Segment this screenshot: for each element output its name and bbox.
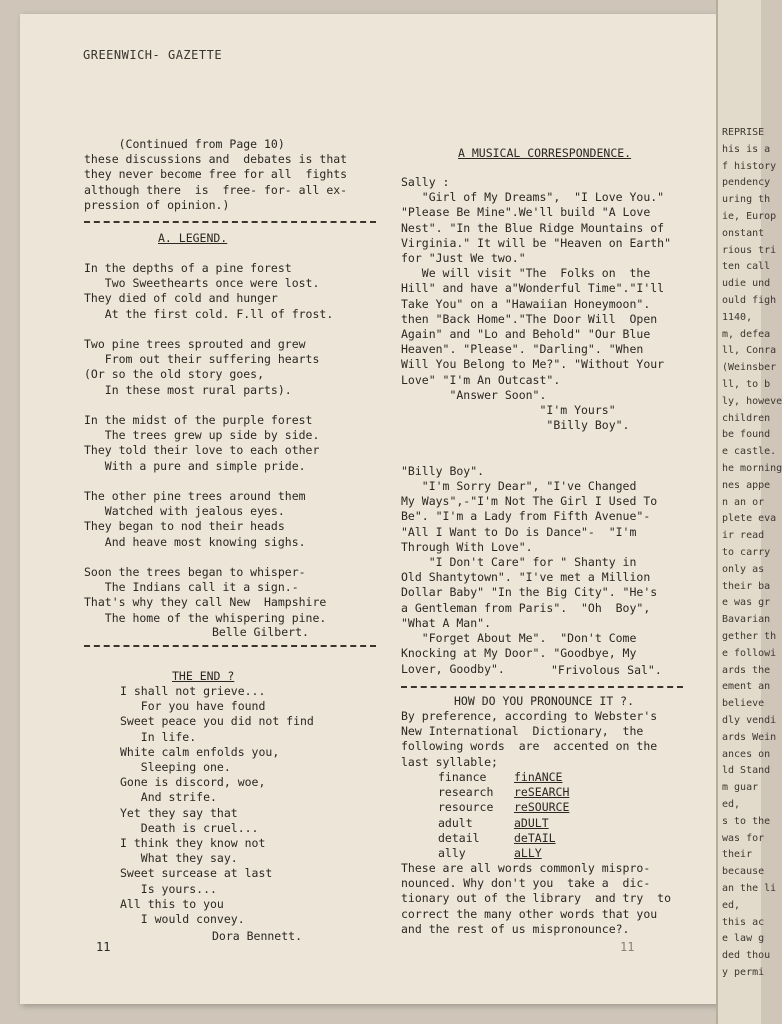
poem-line xyxy=(84,550,333,565)
adjacent-page-line: ld Stand xyxy=(722,765,771,777)
adjacent-page-line: s to the xyxy=(722,815,771,827)
adjacent-page-line: e was gr xyxy=(722,597,771,609)
divider xyxy=(401,686,683,688)
adjacent-page-line: ll, to b xyxy=(722,379,771,390)
poem-line: And strife. xyxy=(120,790,217,805)
text-line: Love" "I'm An Outcast". xyxy=(401,372,561,387)
text-line xyxy=(401,449,671,464)
adjacent-page-line: was for xyxy=(722,832,765,844)
adjacent-page-line: f history xyxy=(722,160,777,172)
word-accented: aDULT xyxy=(514,815,549,830)
adjacent-page-line: ed, xyxy=(722,799,741,810)
text-line: Virginia." It will be "Heaven on Earth" xyxy=(401,235,672,250)
poem-line: They began to nod their heads xyxy=(84,519,285,534)
poem-line: From out their suffering hearts xyxy=(84,352,320,367)
text-line: New International Dictionary, the xyxy=(401,724,644,739)
text-line: then "Back Home"."The Door Will Open xyxy=(401,311,658,326)
text-line xyxy=(401,433,671,448)
adjacent-page-line: believe xyxy=(722,698,765,710)
text-line: "What A Man". xyxy=(401,615,492,630)
poem-line: Two Sweethearts once were lost. xyxy=(84,276,320,291)
poem-line xyxy=(84,474,333,489)
poem-line: That's why they call New Hampshire xyxy=(84,595,327,610)
adjacent-page-line: he morning xyxy=(722,463,782,474)
adjacent-page-line: y permi xyxy=(722,967,765,978)
adjacent-page-line: uring th xyxy=(722,194,771,206)
adjacent-page-line: ll, Conra xyxy=(722,345,777,357)
word: resource xyxy=(438,800,494,815)
text-line: (Continued from Page 10) xyxy=(84,137,285,151)
adjacent-page-line: e law g xyxy=(722,933,765,945)
adjacent-page-line: ould figh xyxy=(722,295,777,306)
word: finance xyxy=(438,770,487,784)
text-line: "Forget About Me". "Don't Come xyxy=(401,631,637,646)
text-line: "Girl of My Dreams", "I Love You." xyxy=(401,190,665,205)
poem-line: Yet they say that xyxy=(120,805,238,820)
poem-line: Sweet surcease at last xyxy=(120,866,273,881)
adjacent-page-line: ir read xyxy=(722,530,765,542)
text-line: and the rest of us mispronounce?. xyxy=(401,921,630,936)
adjacent-page-line: an the li xyxy=(722,883,777,894)
text-line: "Billy Boy". xyxy=(401,463,485,478)
text-line: "Answer Soon". xyxy=(401,387,547,402)
text-line: these discussions and debates is that xyxy=(84,152,348,167)
text-line: Dollar Baby" "In the Big City". "He's xyxy=(401,585,658,600)
text-line: My Ways",-"I'm Not The Girl I Used To xyxy=(401,494,658,509)
text-line: "I'm Sorry Dear", "I've Changed xyxy=(401,479,637,494)
poem-line: I think they know not xyxy=(120,836,266,851)
text-line: correct the many other words that you xyxy=(401,906,658,921)
poem-line: Sleeping one. xyxy=(120,760,231,775)
end-poem xyxy=(120,684,314,927)
adjacent-page-line: his is a xyxy=(722,143,771,155)
poem-line: The home of the whispering pine. xyxy=(84,610,327,625)
text-line: We will visit "The Folks on the xyxy=(401,266,651,281)
word: adult xyxy=(438,815,473,830)
word-accented: aLLY xyxy=(514,846,542,860)
text-line: Lover, Goodby". xyxy=(401,661,505,676)
text-line: "I'm Yours" xyxy=(401,403,616,418)
pronounce-title: HOW DO YOU PRONOUNCE IT ?. xyxy=(454,694,635,708)
adjacent-page-line: ed, xyxy=(722,899,741,911)
poem-line xyxy=(84,322,333,337)
text-line: Will You Belong to Me?". "Without Your xyxy=(401,357,665,372)
poem-line: The trees grew up side by side. xyxy=(84,428,320,443)
text-line: Hill" and have a"Wonderful Time"."I'll xyxy=(401,281,665,296)
poem-line: In the depths of a pine forest xyxy=(84,261,292,275)
adjacent-page-line: ards Wein xyxy=(722,731,777,743)
poem-line: Is yours... xyxy=(120,881,217,896)
end-title: THE END ? xyxy=(172,669,235,683)
adjacent-page-line: their ba xyxy=(722,580,771,592)
legend-author: Belle Gilbert. xyxy=(212,625,309,639)
adjacent-page-line: ement an xyxy=(722,681,771,693)
adjacent-page-line: their xyxy=(722,849,753,861)
musical-correspondence xyxy=(401,175,671,677)
word: research xyxy=(438,785,494,800)
text-line: following words are accented on the xyxy=(401,739,658,754)
text-line: Be". "I'm a Lady from Fifth Avenue"- xyxy=(401,509,651,524)
poem-line: Watched with jealous eyes. xyxy=(84,504,285,519)
poem-line: With a pure and simple pride. xyxy=(84,458,306,473)
adjacent-page-line: be found xyxy=(722,429,771,441)
adjacent-page-line: ly, howeve xyxy=(722,395,782,407)
adjacent-page-line: ten call xyxy=(722,261,771,273)
word-accented: reSOURCE xyxy=(514,800,570,815)
adjacent-page-line: to carry xyxy=(722,547,771,558)
adjacent-page-line: children xyxy=(722,412,771,424)
page-number-right: 11 xyxy=(620,940,635,954)
poem-line: What they say. xyxy=(120,851,238,866)
adjacent-page-line: pendency xyxy=(722,177,771,189)
musical-author: "Frivolous Sal". xyxy=(551,663,662,677)
adjacent-page-line: ards the xyxy=(722,664,771,676)
text-line: Take You" on a "Hawaiian Honeymoon". xyxy=(401,296,651,311)
text-line: for "Just We two." xyxy=(401,251,526,266)
text-line: By preference, according to Webster's xyxy=(401,709,658,723)
poem-line: At the first cold. F.ll of frost. xyxy=(84,306,334,321)
adjacent-page-line: e followi xyxy=(722,647,777,659)
text-line: nounced. Why don't you take a dic- xyxy=(401,876,651,891)
adjacent-page-line: because xyxy=(722,866,765,878)
adjacent-page-line: ances on xyxy=(722,748,771,760)
text-line: Old Shantytown". "I've met a Million xyxy=(401,570,651,585)
text-line: Through With Love". xyxy=(401,539,533,554)
adjacent-page-line: onstant xyxy=(722,227,765,239)
text-line: pression of opinion.) xyxy=(84,197,230,212)
page-header: GREENWICH- GAZETTE xyxy=(83,48,223,62)
poem-line: I would convey. xyxy=(120,912,245,927)
adjacent-page-line: n an or xyxy=(722,496,765,508)
page-number-left: 11 xyxy=(96,940,111,954)
poem-line: Soon the trees began to whisper- xyxy=(84,565,306,580)
divider xyxy=(84,221,376,223)
poem-line: White calm enfolds you, xyxy=(120,744,280,759)
poem-line: Two pine trees sprouted and grew xyxy=(84,337,306,352)
poem-line: I shall not grieve... xyxy=(120,684,266,698)
text-line: last syllable; xyxy=(401,754,498,769)
word-accented: deTAIL xyxy=(514,830,556,845)
word: ally xyxy=(438,846,466,860)
poem-line xyxy=(84,398,333,413)
adjacent-page-line: plete eva xyxy=(722,513,777,525)
adjacent-page-line: nes appe xyxy=(722,479,771,491)
adjacent-page-line: this ac xyxy=(722,916,765,928)
poem-line: The Indians call it a sign.- xyxy=(84,580,299,595)
adjacent-page-line: only as xyxy=(722,563,765,575)
divider xyxy=(84,645,376,647)
adjacent-page-edge xyxy=(716,0,782,1024)
text-line: they never become free for all fights xyxy=(84,167,348,182)
adjacent-page-line: REPRISE xyxy=(722,127,765,138)
adjacent-page-line: ded thou xyxy=(722,950,771,962)
text-line: Nest". "In the Blue Ridge Mountains of xyxy=(401,220,665,235)
text-line: tionary out of the library and try to xyxy=(401,891,672,906)
adjacent-page-line: m guar xyxy=(722,782,759,794)
word: detail xyxy=(438,830,480,845)
poem-line: The other pine trees around them xyxy=(84,489,306,504)
pronounce-intro xyxy=(401,709,657,770)
text-line: Again" and "Lo and Behold" "Our Blue xyxy=(401,327,651,342)
adjacent-page-line: rious tri xyxy=(722,244,777,256)
poem-line: All this to you xyxy=(120,896,224,911)
word-accented: finANCE xyxy=(514,770,563,784)
poem-line: In these most rural parts). xyxy=(84,382,292,397)
adjacent-page-line: e castle. xyxy=(722,446,777,458)
text-line: "Billy Boy". xyxy=(401,418,630,433)
legend-title: A. LEGEND. xyxy=(158,231,228,245)
text-line: "I Don't Care" for " Shanty in xyxy=(401,555,637,570)
text-line: although there is free- for- all ex- xyxy=(84,182,348,197)
adjacent-page-line: gether th xyxy=(722,631,777,642)
word-accented: reSEARCH xyxy=(514,785,570,800)
poem-line: They died of cold and hunger xyxy=(84,291,278,306)
poem-line: Sweet peace you did not find xyxy=(120,714,314,729)
adjacent-page-line: 1140, xyxy=(722,311,753,323)
text-line: These are all words commonly mispro- xyxy=(401,861,651,875)
adjacent-page-line: udie und xyxy=(722,278,771,290)
text-line: "All I Want to Do is Dance"- "I'm xyxy=(401,524,637,539)
legend-poem xyxy=(84,261,333,626)
text-line: "Please Be Mine".We'll build "A Love xyxy=(401,205,651,220)
adjacent-page-line: m, defea xyxy=(722,328,771,340)
poem-line: In life. xyxy=(120,729,197,744)
adjacent-page-line: dly vendi xyxy=(722,715,777,726)
pronounce-outro xyxy=(401,861,671,937)
adjacent-page-line: Bavarian xyxy=(722,614,771,626)
text-line: Knocking at My Door". "Goodbye, My xyxy=(401,646,637,661)
text-line: Heaven". "Please". "Darling". "When xyxy=(401,342,644,357)
adjacent-page-line: (Weinsber xyxy=(722,362,777,374)
text-line: Sally : xyxy=(401,175,450,189)
poem-line: In the midst of the purple forest xyxy=(84,413,313,428)
musical-title: A MUSICAL CORRESPONDENCE. xyxy=(458,146,632,160)
continued-text xyxy=(84,137,347,213)
poem-line: Gone is discord, woe, xyxy=(120,775,266,790)
poem-line: For you have found xyxy=(120,699,266,714)
text-line: a Gentleman from Paris". "Oh Boy", xyxy=(401,600,651,615)
end-author: Dora Bennett. xyxy=(212,929,303,943)
poem-line: (Or so the old story goes, xyxy=(84,367,265,382)
poem-line: And heave most knowing sighs. xyxy=(84,534,306,549)
poem-line: Death is cruel... xyxy=(120,820,259,835)
adjacent-page-line: ie, Europ xyxy=(722,211,777,222)
poem-line: They told their love to each other xyxy=(84,443,320,458)
